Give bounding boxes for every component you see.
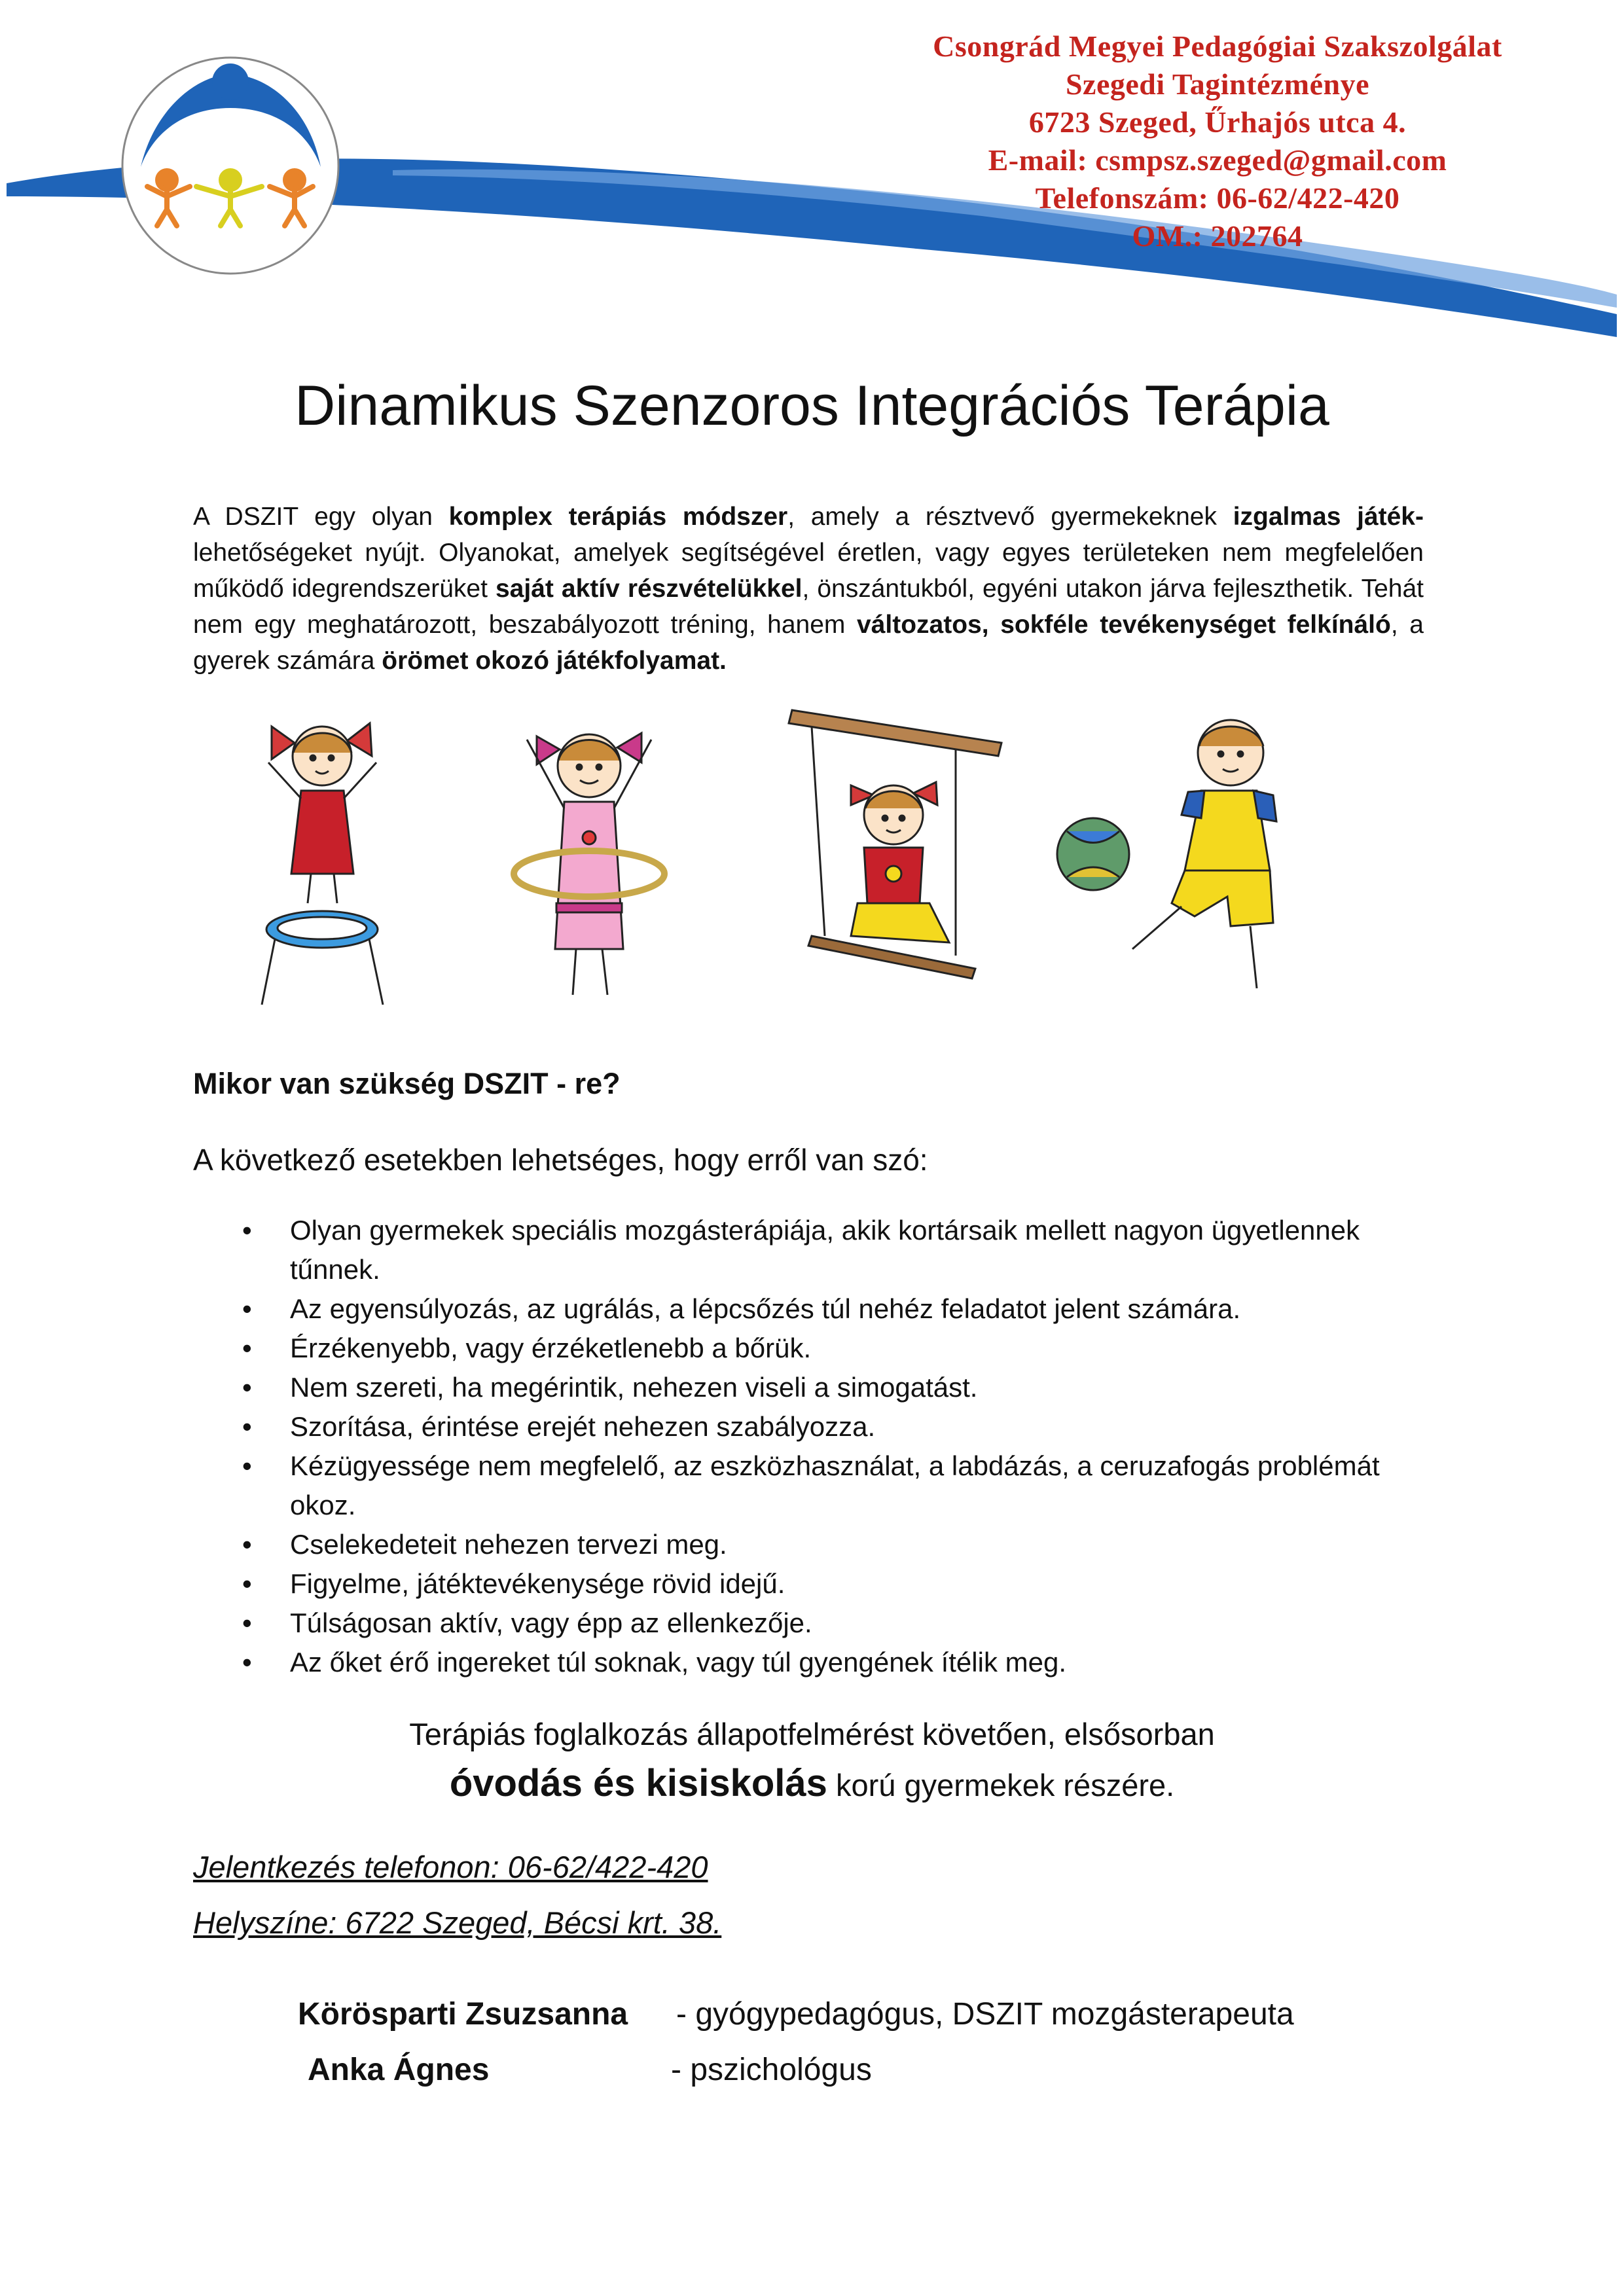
symptom-list	[193, 1211, 1437, 1682]
target-group-age: óvodás és kisiskolás korú gyermekek részére.	[449, 1762, 1175, 1804]
contact-location: Helyszíne: 6722 Szeged, Bécsi krt. 38.	[193, 1905, 722, 1940]
org-phone: Telefonszám: 06-62/422-420	[1035, 181, 1400, 215]
staff-name: Anka Ágnes	[308, 2053, 490, 2087]
list-item: • Az egyensúlyozás, az ugrálás, a lépcsőzés túl nehéz feladatot jelent számára.	[193, 1289, 1437, 1329]
staff-role: - gyógypedagógus, DSZIT mozgásterapeuta	[676, 1997, 1294, 2032]
org-om: OM.: 202764	[1132, 219, 1303, 253]
logo-icon	[122, 58, 338, 274]
contact-phone: Jelentkezés telefonon: 06-62/422-420	[193, 1850, 708, 1884]
list-item: • Érzékenyebb, vagy érzéketlenebb a bőrük.	[193, 1329, 1437, 1368]
target-group-emphasis: óvodás és kisiskolás	[449, 1762, 827, 1804]
org-address: 6723 Szeged, Űrhajós utca 4.	[1028, 105, 1407, 139]
target-group-line: Terápiás foglalkozás állapotfelmérést követően, elsősorban	[409, 1717, 1215, 1751]
boy-ball-illustration	[1057, 720, 1276, 988]
section-heading: Mikor van szükség DSZIT - re?	[193, 1067, 621, 1100]
staff-role: - pszichológus	[671, 2053, 872, 2087]
girl-hula-hoop-illustration	[514, 733, 664, 995]
list-item: • Az őket érő ingereket túl soknak, vagy túl gyengének ítélik meg.	[193, 1643, 1437, 1682]
list-item: • Nem szereti, ha megérintik, nehezen viseli a simogatást.	[193, 1368, 1437, 1407]
girl-trampoline-illustration	[262, 723, 383, 1005]
list-item: • Figyelme, játéktevékenysége rövid idejű.	[193, 1564, 1437, 1604]
children-illustrations	[249, 707, 1335, 1014]
org-email: E-mail: csmpsz.szeged@gmail.com	[988, 143, 1447, 177]
girl-swing-illustration	[789, 710, 1001, 978]
staff-name: Körösparti Zsuzsanna	[298, 1997, 628, 2032]
list-item: • Kézügyessége nem megfelelő, az eszközhasználat, a labdázás, a ceruzafogás problémát okoz.	[193, 1446, 1437, 1525]
org-header-text	[871, 27, 1564, 255]
org-name: Csongrád Megyei Pedagógiai Szakszolgálat	[933, 29, 1502, 63]
list-item: • Cselekedeteit nehezen tervezi meg.	[193, 1525, 1437, 1564]
page-title: Dinamikus Szenzoros Integrációs Terápia	[295, 374, 1329, 437]
list-item: • Szorítása, érintése erejét nehezen szabályozza.	[193, 1407, 1437, 1446]
list-item: • Olyan gyermekek speciális mozgásterápiája, akik kortársaik mellett nagyon ügyetlennek tűnnek.	[193, 1211, 1437, 1289]
list-item: • Túlságosan aktív, vagy épp az ellenkezője.	[193, 1604, 1437, 1643]
intro-paragraph: A DSZIT egy olyan komplex terápiás módszer, amely a résztvevő gyermekeknek izgalmas játék-lehetőségeket nyújt. Olyanokat, amelyek segítségével éretlen, vagy egyes területeken nem megfelelően működő idegrendszerüket saját aktív részvételükkel, önszántukból, egyéni utakon járva fejleszthetik. Tehát nem egy meghatározott, beszabályozott tréning, hanem változatos, sokféle tevékenységet felkínáló, a gyerek számára örömet okozó játékfolyamat.	[193, 503, 1424, 675]
org-unit: Szegedi Tagintézménye	[1065, 67, 1370, 101]
section-lead: A következő esetekben lehetséges, hogy erről van szó:	[193, 1143, 928, 1177]
